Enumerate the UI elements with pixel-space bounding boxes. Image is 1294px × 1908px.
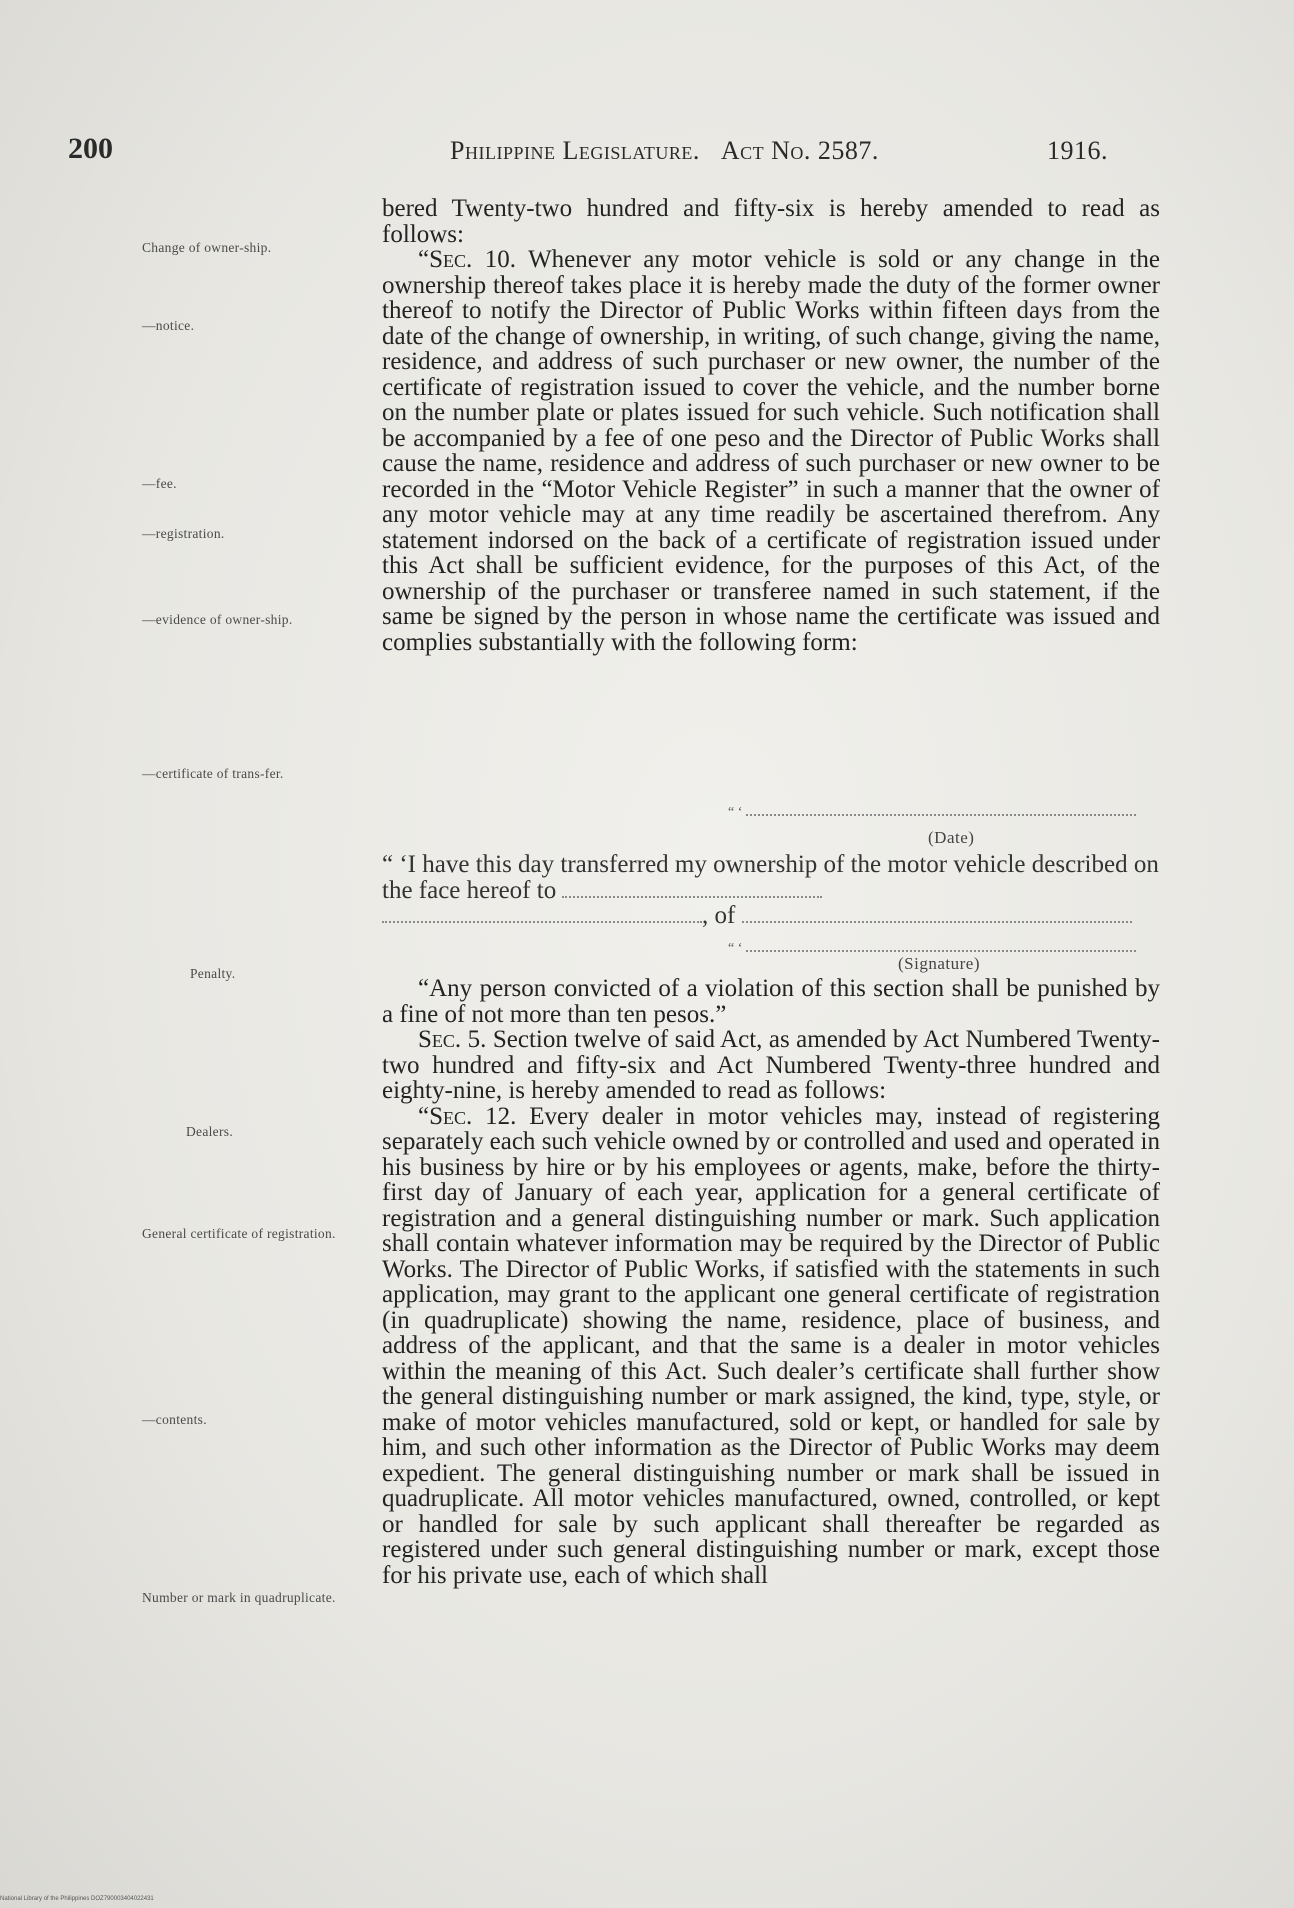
form-of-text: , of [702, 902, 736, 929]
sec5-paragraph [382, 1027, 1160, 1104]
sec10-label: “Sec. 10. [418, 246, 517, 273]
transferee-name-line [382, 903, 702, 923]
margin-note-general-certificate: General certificate of registration. [142, 1226, 336, 1241]
date-line [746, 796, 1136, 816]
library-footer: National Library of the Philippines DOZ790003404022431 [0, 1896, 154, 1902]
sec5-label: Sec. 5. [418, 1026, 487, 1053]
form-open-quote: “ ‘ [728, 805, 743, 820]
running-head [450, 136, 1170, 166]
margin-note-certificate-transfer: —certificate of trans-fer. [142, 766, 284, 781]
sec10-text: Whenever any motor vehicle is sold or any change in the ownership thereof takes place it is hereby made the duty of the former owner thereof to notify the Director of Public Works within fifteen days from the date of the change of ownership, in writing, of such change, giving the name, residence, and address of such purchaser or new owner, the number of the certificate of registration issued to cover the vehicle, and the number borne on the number plate or plates issued for such vehicle. Such notification shall be accompanied by a fee of one peso and the Director of Public Works shall cause the name, residence and address of such purchaser or new owner to be recorded in the “Motor Vehicle Register” in such a manner that the owner of any motor vehicle may at any time readily be ascertained therefrom. Any statement indorsed on the back of a certificate of registration issued under this Act shall be sufficient evidence, for the purposes of this Act, of the ownership of the purchaser or transferee named in such statement, if the same be signed by the person in whose name the certificate was issued and complies substantially with the following form: [382, 246, 1160, 656]
page-number: 200 [68, 132, 113, 165]
signature-caption: (Signature) [898, 954, 980, 973]
running-title-act: Act No. 2587. [720, 136, 879, 165]
date-caption: (Date) [928, 828, 975, 847]
form-transfer-text: “ ‘I have this day transferred my ownership of the motor vehicle described on the face hereof to [382, 851, 1159, 904]
body-block-sec12 [382, 976, 1160, 1588]
sec5-text: Section twelve of said Act, as amended by Act Numbered Twenty-two hundred and fifty-six and Act Numbered Twenty-three hundred and eighty-nine, is hereby amended to read as follows: [382, 1026, 1160, 1104]
sec12-paragraph [382, 1104, 1160, 1589]
form-signature-quote: “ ‘ [728, 941, 743, 956]
penalty-paragraph: “Any person convicted of a violation of this section shall be punished by a fine of not more than ten pesos.” [382, 975, 1160, 1028]
margin-note-contents: —contents. [142, 1412, 207, 1427]
address-line [742, 903, 1132, 923]
form-address-line [382, 902, 1160, 930]
margin-note-fee: —fee. [142, 476, 177, 491]
margin-note-change-of-ownership: Change of owner-ship. [142, 240, 272, 255]
margin-note-dealers: Dealers. [186, 1124, 233, 1139]
margin-note-number-mark: Number or mark in quadruplicate. [142, 1590, 336, 1605]
body-block-sec10 [382, 196, 1160, 655]
margin-note-registration: —registration. [142, 526, 225, 541]
opening-paragraph: bered Twenty-two hundred and fifty-six is hereby amended to read as follows: [382, 195, 1160, 248]
transferee-line [562, 878, 822, 898]
sec12-text: Every dealer in motor vehicles may, instead of registering separately each such vehicle owned by or controlled and used and operated in his business by hire or by his employees or agents, make, before the thirty-first day of January of each year, application for a general certificate of registration and a general distinguishing number or mark. Such application shall contain whatever information may be required by the Director of Public Works. The Director of Public Works, if satisfied with the statements in such application, may grant to the applicant one general certificate of registration (in quadruplicate) showing the name, residence, place of business, and address of the applicant, and that the same is a dealer in motor vehicles within the meaning of this Act. Such dealer’s certificate shall further show the general distinguishing number or mark assigned, the kind, type, style, or make of motor vehicles manufactured, sold or kept, or handled for sale by him, and such other information as the Director of Public Works may deem expedient. The general distinguishing number or mark shall be issued in quadruplicate. All motor vehicles manufactured, owned, controlled, or kept or handled for sale by such applicant shall thereafter be regarded as registered under such general distinguishing number or mark, except those for his private use, each of which shall [382, 1102, 1160, 1589]
sec10-paragraph [382, 247, 1160, 655]
signature-line [746, 932, 1136, 952]
sec12-label: “Sec. 12. [418, 1102, 517, 1130]
running-title-year: 1916. [1047, 136, 1108, 165]
margin-note-penalty: Penalty. [190, 966, 236, 981]
form-transfer-line [382, 852, 1160, 903]
margin-note-evidence: —evidence of owner-ship. [142, 612, 293, 627]
margin-note-notice: —notice. [142, 318, 195, 333]
running-title-legislature: Philippine Legislature. [450, 136, 700, 165]
